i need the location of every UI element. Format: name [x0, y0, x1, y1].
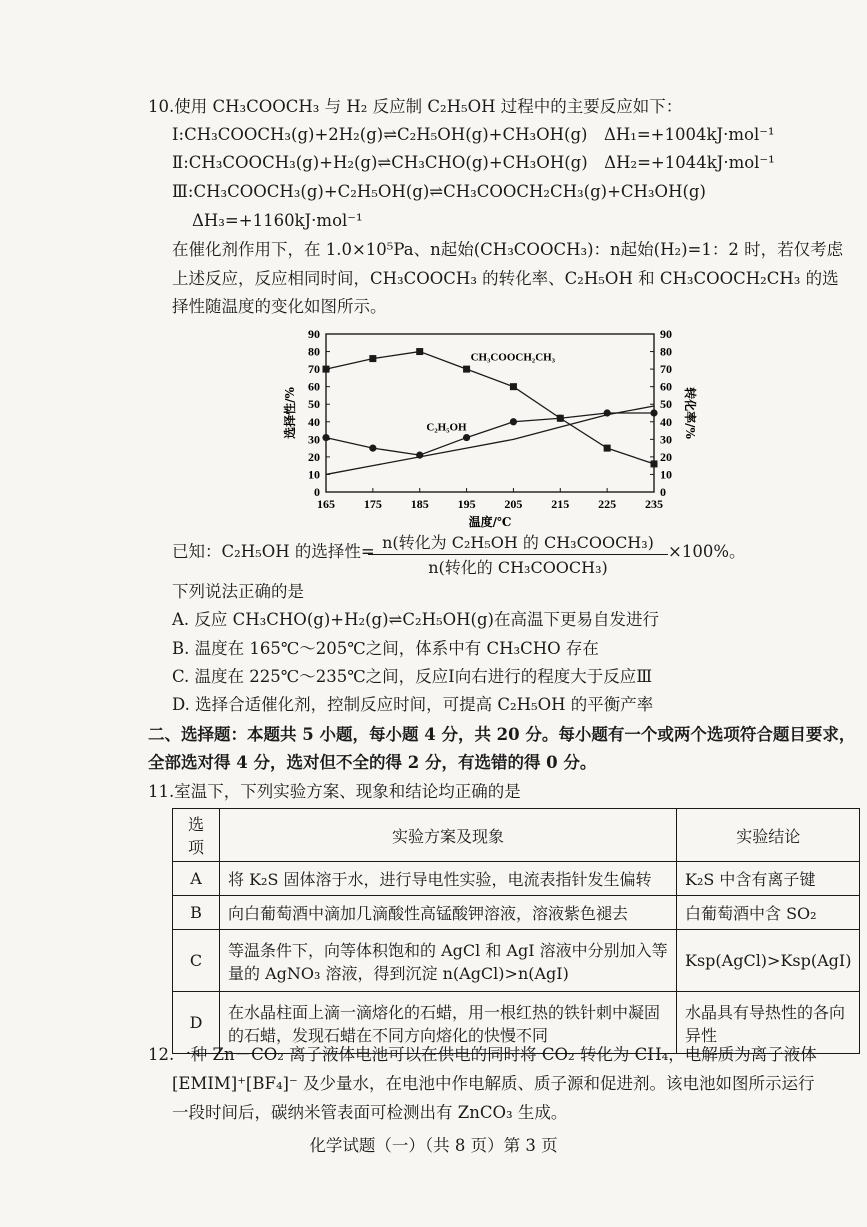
header-conclusion: 实验结论: [677, 809, 860, 862]
selectivity-fraction: [368, 530, 668, 578]
section2-instructions-1: 二、选择题：本题共 5 小题，每小题 4 分，共 20 分。每小题有一个或两个选项符合题目要求，: [148, 725, 856, 744]
y-tick-label-right: 40: [660, 414, 672, 429]
y-tick-label-right: 90: [660, 327, 672, 341]
series-label-ester: CH₃COOCH₂CH₃: [470, 351, 556, 364]
ethanol-point: [416, 452, 423, 459]
row-plan: 向白葡萄酒中滴加几滴酸性高锰酸钾溶液，溶液紫色褪去: [220, 896, 677, 930]
y-tick-label-left: 0: [314, 485, 320, 499]
ethanol-point: [510, 418, 517, 425]
y-tick-label-right: 50: [660, 397, 672, 412]
y-axis-right-label: 转化率/%: [683, 387, 697, 439]
section2-instructions-2: 全部选对得 4 分，选对但不全的得 2 分，有选错的得 0 分。: [148, 753, 597, 772]
y-tick-label-left: 20: [308, 449, 320, 464]
q10-ask: 下列说法正确的是: [172, 582, 304, 601]
x-tick-label: 215: [551, 497, 570, 511]
y-tick-label-right: 60: [660, 379, 672, 394]
q12-line-3: 一段时间后，碳纳米管表面可检测出有 ZnCO₃ 生成。: [172, 1103, 568, 1122]
y-tick-label-left: 60: [308, 379, 320, 394]
y-tick-label-right: 30: [660, 432, 672, 447]
ester-point: [510, 383, 517, 390]
row-option: D: [173, 992, 220, 1054]
row-plan: 等温条件下，向等体积饱和的 AgCl 和 AgI 溶液中分别加入等量的 AgNO₃ 溶液，得到沉淀 n(AgCl)>n(AgI): [220, 930, 677, 992]
row-option: A: [173, 862, 220, 896]
q10-reaction-1: Ⅰ:CH₃COOCH₃(g)+2H₂(g)⇌C₂H₅OH(g)+CH₃OH(g) ΔH₁=+1004kJ·mol⁻¹: [172, 125, 775, 144]
y-tick-label-left: 80: [308, 344, 320, 359]
table-row: [173, 930, 860, 992]
x-tick-label: 205: [504, 497, 523, 511]
ester-point: [463, 366, 470, 373]
table-row: [173, 862, 860, 896]
x-tick-label: 175: [363, 497, 382, 511]
y-tick-label-right: 80: [660, 344, 672, 359]
ethanol-point: [557, 415, 564, 422]
q10-condition-line-3: 择性随温度的变化如图所示。: [172, 297, 387, 316]
q12-line-1: 12.一种 Zn－CO₂ 离子液体电池可以在供电的同时将 CO₂ 转化为 CH₄，电解质为离子液体: [148, 1045, 817, 1064]
x-tick-label: 235: [645, 497, 663, 511]
q10-option-a: A. 反应 CH₃CHO(g)+H₂(g)⇌C₂H₅OH(g)在高温下更易自发进行: [172, 610, 659, 629]
page-footer: 化学试题（一）（共 8 页）第 3 页: [309, 1136, 558, 1155]
series-label-ethanol: C₂H₅OH: [426, 421, 467, 434]
x-tick-label: 165: [317, 497, 335, 511]
y-tick-label-left: 50: [308, 397, 320, 412]
y-tick-label-right: 70: [660, 362, 672, 377]
row-option: C: [173, 930, 220, 992]
ester-point: [369, 355, 376, 362]
row-conclusion: Ksp(AgCl)>Ksp(AgI): [677, 930, 860, 992]
q10-condition-line-2: 上述反应，反应相同时间，CH₃COOCH₃ 的转化率、C₂H₅OH 和 CH₃COOCH₂CH₃ 的选: [172, 269, 839, 288]
selectivity-conversion-chart: [278, 322, 698, 532]
q12-line-2: [EMIM]⁺[BF₄]⁻ 及少量水，在电池中作电解质、质子源和促进剂。该电池如图所示运行: [172, 1074, 815, 1093]
ethanol-point: [369, 445, 376, 452]
y-tick-label-left: 40: [308, 414, 320, 429]
ester-point: [604, 445, 611, 452]
q11-experiment-table: [172, 808, 860, 1054]
ester-point: [416, 348, 423, 355]
ester-point: [323, 366, 330, 373]
y-tick-label-left: 70: [308, 362, 320, 377]
table-row: [173, 896, 860, 930]
q10-reaction-2: Ⅱ:CH₃COOCH₃(g)+H₂(g)⇌CH₃CHO(g)+CH₃OH(g) ΔH₂=+1044kJ·mol⁻¹: [172, 153, 775, 172]
row-conclusion: K₂S 中含有离子键: [677, 862, 860, 896]
y-tick-label-right: 0: [660, 485, 666, 499]
q10-known-suffix: ×100%。: [668, 542, 746, 561]
header-option: 选项: [173, 809, 220, 862]
q10-reaction-3: Ⅲ:CH₃COOCH₃(g)+C₂H₅OH(g)⇌CH₃COOCH₂CH₃(g)+CH₃OH(g): [172, 182, 706, 201]
q10-stem: 10.使用 CH₃COOCH₃ 与 H₂ 反应制 C₂H₅OH 过程中的主要反应如下：: [148, 97, 683, 116]
q10-option-c: C. 温度在 225℃～235℃之间，反应Ⅰ向右进行的程度大于反应Ⅲ: [172, 667, 653, 686]
q11-stem: 11.室温下，下列实验方案、现象和结论均正确的是: [148, 782, 521, 801]
y-tick-label-left: 30: [308, 432, 320, 447]
row-conclusion: 白葡萄酒中含 SO₂: [677, 896, 860, 930]
q10-condition-line-1: 在催化剂作用下，在 1.0×10⁵Pa、n起始(CH₃COOCH₃)：n起始(H₂)=1：2 时，若仅考虑: [172, 240, 844, 259]
q10-reaction-3-enthalpy: ΔH₃=+1160kJ·mol⁻¹: [192, 211, 363, 230]
ethanol-point: [650, 409, 657, 416]
fraction-numerator: n(转化为 C₂H₅OH 的 CH₃COOCH₃): [368, 530, 668, 555]
y-tick-label-right: 10: [660, 467, 672, 482]
q10-option-b: B. 温度在 165℃～205℃之间，体系中有 CH₃CHO 存在: [172, 639, 599, 658]
x-tick-label: 225: [598, 497, 617, 511]
row-conclusion: 水晶具有导热性的各向异性: [677, 992, 860, 1054]
header-plan: 实验方案及现象: [220, 809, 677, 862]
table-header-row: [173, 809, 860, 862]
y-tick-label-right: 20: [660, 449, 672, 464]
q10-known-prefix: 已知：C₂H₅OH 的选择性=: [172, 542, 375, 561]
ethanol-point: [604, 409, 611, 416]
x-tick-label: 185: [410, 497, 429, 511]
x-tick-label: 195: [457, 497, 476, 511]
ethanol-point: [463, 434, 470, 441]
y-tick-label-left: 90: [308, 327, 320, 341]
x-axis-label: 温度/℃: [468, 515, 512, 529]
y-tick-label-left: 10: [308, 467, 320, 482]
row-option: B: [173, 896, 220, 930]
ester-point: [651, 460, 658, 467]
row-plan: 将 K₂S 固体溶于水，进行导电性实验，电流表指针发生偏转: [220, 862, 677, 896]
y-axis-left-label: 选择性/%: [283, 387, 297, 439]
fraction-denominator: n(转化的 CH₃COOCH₃): [428, 558, 608, 577]
series-line-2: [326, 406, 654, 474]
ethanol-point: [322, 434, 329, 441]
row-plan: 在水晶柱面上滴一滴熔化的石蜡，用一根红热的铁针刺中凝固的石蜡，发现石蜡在不同方向熔化的快慢不同: [220, 992, 677, 1054]
q10-option-d: D. 选择合适催化剂，控制反应时间，可提高 C₂H₅OH 的平衡产率: [172, 695, 654, 714]
